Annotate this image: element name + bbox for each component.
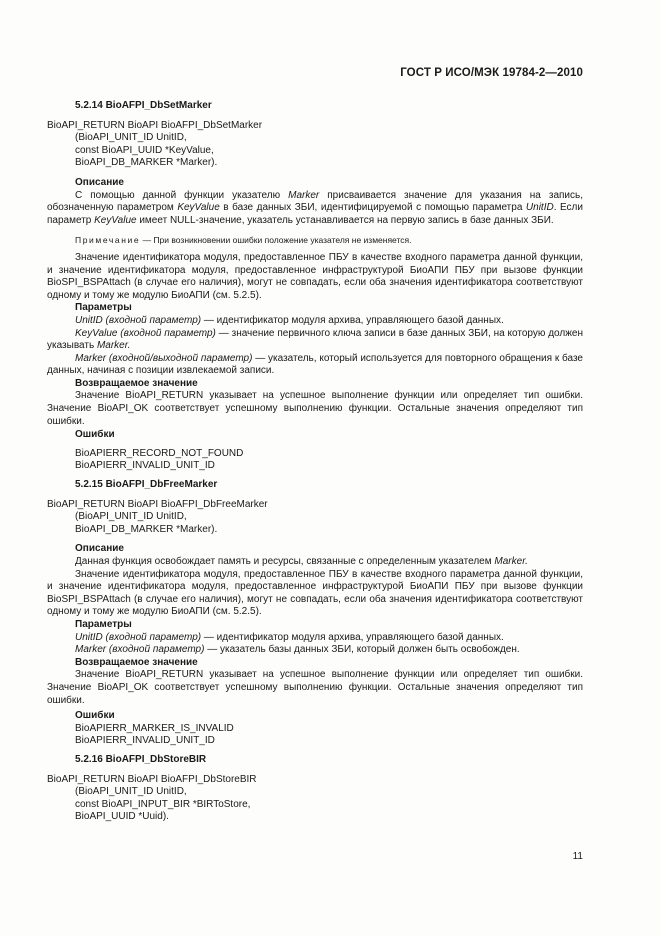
description-paragraph: Значение идентификатора модуля, предоставленное ПБУ в качестве входного параметра данной функции, и значение идентификатора модуля, предоставленное инфраструктурой БиоАПИ ПБУ при вызове функции BioSPI_BSPAttach (в случае его наличия), могут не совпадать, если оба значения идентификатора соответствуют одному и тому же модулю БиоАПИ (см. 5.2.5).: [47, 251, 583, 301]
code-line: BioAPI_DB_MARKER *Marker).: [75, 157, 218, 169]
return-value-heading: Возвращаемое значение: [75, 656, 198, 668]
parameter-item: Marker (входной/выходной параметр) — указатель, который используется для повторного обращения к базе данных, начиная с позиции извлекаемой записи.: [47, 352, 583, 377]
error-code: BioAPIERR_INVALID_UNIT_ID: [75, 735, 215, 747]
code-line: (BioAPI_UNIT_ID UnitID,: [75, 786, 187, 798]
code-line: BioAPI_DB_MARKER *Marker).: [75, 523, 218, 535]
return-value-paragraph: Значение BioAPI_RETURN указывает на успешное выполнение функции или определяет тип ошибки. Значение BioAPI_OK соответствует успешному выполнению функции. Остальные значения определяют тип ошибки.: [47, 669, 583, 706]
note-label: Примечание: [75, 235, 141, 246]
code-line: BioAPI_RETURN BioAPI BioAFPI_DbFreeMarker: [47, 498, 268, 510]
return-value-heading: Возвращаемое значение: [75, 377, 198, 389]
code-line: BioAPI_RETURN BioAPI BioAFPI_DbSetMarker: [47, 119, 263, 131]
description-paragraph: Данная функция освобождает память и ресурсы, связанные с определенным указателем Marker.: [75, 556, 528, 567]
parameter-item: UnitID (входной параметр) — идентификатор модуля архива, управляющего базой данных.: [75, 631, 504, 643]
parameter-item: Marker (входной параметр) — указатель базы данных ЗБИ, который должен быть освобожден.: [75, 644, 520, 656]
description-paragraph: С помощью данной функции указателю Marker присваивается значение для указания на запись, обозначенную параметром KeyValue в базе данных ЗБИ, идентифицируемой с помощью параметра UnitID. Если параметр KeyValue имеет NULL-значение, указатель устанавливается на первую запись в базе данных ЗБИ.: [47, 189, 583, 226]
errors-heading: Ошибки: [75, 710, 115, 722]
code-line: const BioAPI_INPUT_BIR *BIRToStore,: [75, 798, 251, 810]
description-heading: Описание: [75, 543, 124, 555]
page-number: 11: [572, 851, 583, 862]
error-code: BioAPIERR_MARKER_IS_INVALID: [75, 722, 234, 734]
error-code: BioAPIERR_RECORD_NOT_FOUND: [75, 447, 244, 459]
return-value-paragraph: Значение BioAPI_RETURN указывает на успешное выполнение функции или определяет тип ошибки. Значение BioAPI_OK соответствует успешному выполнению функции. Остальные значения определяют тип ошибки.: [47, 390, 583, 427]
code-line: (BioAPI_UNIT_ID UnitID,: [75, 132, 187, 144]
error-code: BioAPIERR_INVALID_UNIT_ID: [75, 460, 215, 472]
section-heading-5-2-14: 5.2.14 BioAFPI_DbSetMarker: [75, 100, 212, 111]
code-line: (BioAPI_UNIT_ID UnitID,: [75, 511, 187, 523]
code-line: BioAPI_UUID *Uuid).: [75, 811, 169, 823]
parameter-item: UnitID (входной параметр) — идентификатор модуля архива, управляющего базой данных.: [75, 314, 504, 326]
page-content: [47, 94, 583, 824]
parameters-heading: Параметры: [75, 618, 132, 630]
page-header-standard: ГОСТ Р ИСО/МЭК 19784-2—2010: [400, 67, 583, 79]
note-paragraph: Примечание — При возникновении ошибки положение указателя не изменяется.: [75, 235, 412, 246]
parameter-item: KeyValue (входной параметр) — значение первичного ключа записи в базе данных ЗБИ, на которую должен указывать Marker.: [47, 327, 584, 352]
section-heading-5-2-16: 5.2.16 BioAFPI_DbStoreBIR: [75, 753, 207, 765]
section-heading-5-2-15: 5.2.15 BioAFPI_DbFreeMarker: [75, 479, 218, 491]
description-paragraph: Значение идентификатора модуля, предоставленное ПБУ в качестве входного параметра данной функции, и значение идентификатора модуля, предоставленное инфраструктурой БиоАПИ ПБУ при вызове функции BioSPI_BSPAttach (в случае его наличия), могут не совпадать, если оба значения идентификатора соответствуют одному и тому же модулю БиоАПИ (см. 5.2.5).: [47, 568, 583, 618]
description-heading: Описание: [75, 176, 124, 188]
parameters-heading: Параметры: [75, 302, 132, 314]
errors-heading: Ошибки: [75, 429, 115, 441]
code-line: BioAPI_RETURN BioAPI BioAFPI_DbStoreBIR: [47, 773, 257, 785]
code-line: const BioAPI_UUID *KeyValue,: [75, 144, 214, 156]
